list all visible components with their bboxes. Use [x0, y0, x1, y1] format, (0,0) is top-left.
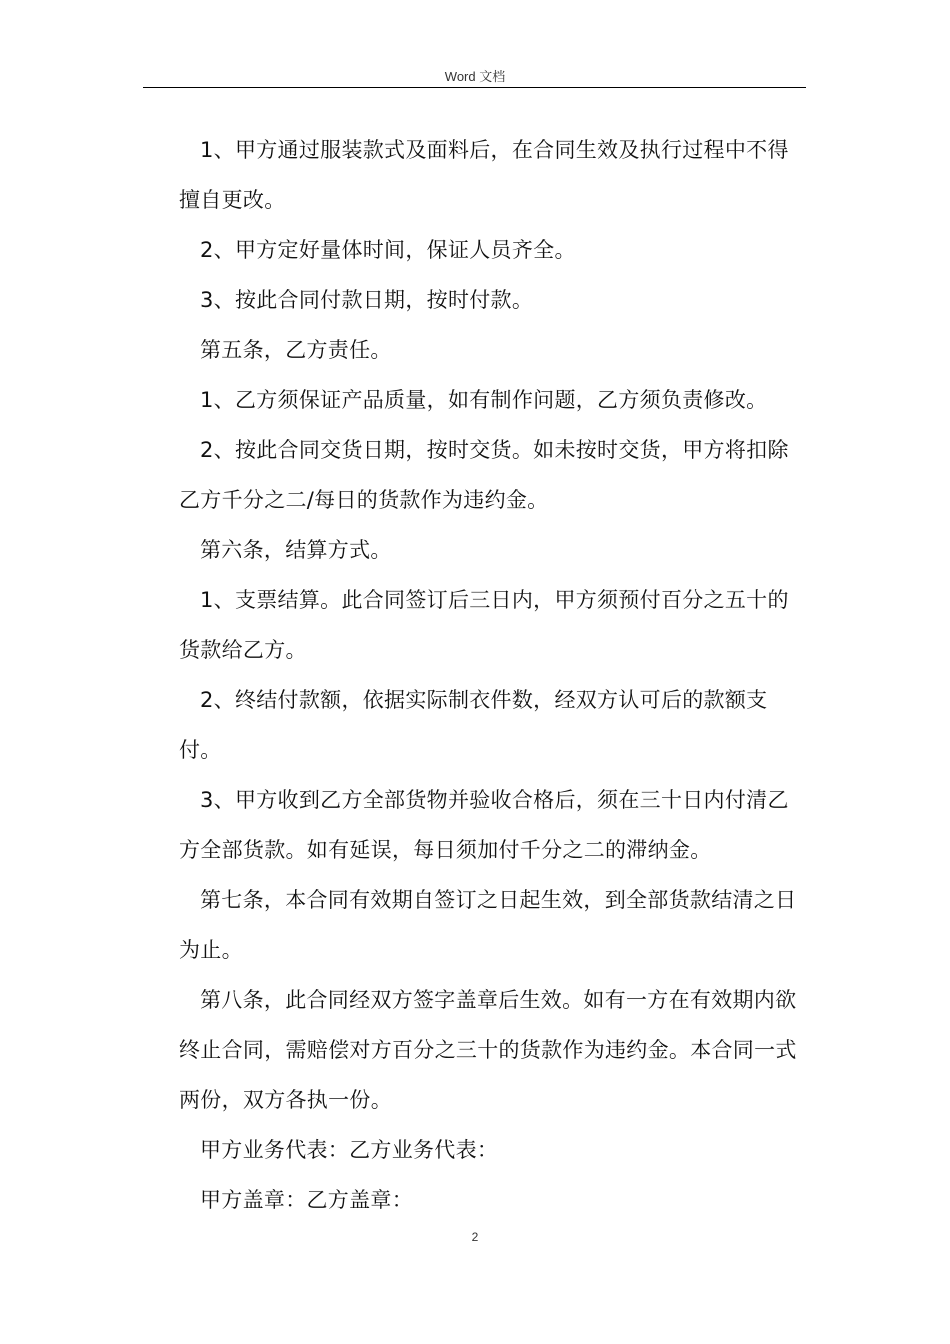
paragraph: 2、按此合同交货日期，按时交货。如未按时交货，甲方将扣除乙方千分之二/每日的货款作为违约金。 — [179, 438, 789, 512]
section-heading: 第五条，乙方责任。 — [200, 338, 392, 362]
paragraph: 1、支票结算。此合同签订后三日内，甲方须预付百分之五十的货款给乙方。 — [179, 588, 789, 662]
seal-line: 甲方盖章：乙方盖章： — [200, 1188, 413, 1212]
section-heading: 第六条，结算方式。 — [200, 538, 392, 562]
paragraph: 2、终结付款额，依据实际制衣件数，经双方认可后的款额支付。 — [179, 688, 768, 762]
signature-line: 甲方业务代表：乙方业务代表： — [200, 1138, 499, 1162]
header-title: Word 文档 — [444, 69, 506, 84]
header-rule — [143, 87, 806, 88]
page-number: 2 — [471, 1230, 479, 1244]
paragraph: 第八条，此合同经双方签字盖章后生效。如有一方在有效期内欲终止合同，需赔偿对方百分之三十的货款作为违约金。本合同一式两份，双方各执一份。 — [179, 988, 797, 1112]
paragraph: 1、乙方须保证产品质量，如有制作问题，乙方须负责修改。 — [200, 388, 768, 412]
paragraph: 3、甲方收到乙方全部货物并验收合格后，须在三十日内付清乙方全部货款。如有延误，每日须加付千分之二的滞纳金。 — [179, 788, 789, 862]
document-body — [179, 125, 805, 1225]
paragraph: 2、甲方定好量体时间，保证人员齐全。 — [200, 238, 576, 262]
paragraph: 3、按此合同付款日期，按时付款。 — [200, 288, 534, 312]
paragraph: 第七条，本合同有效期自签订之日起生效，到全部货款结清之日为止。 — [179, 888, 797, 962]
paragraph: 1、甲方通过服装款式及面料后，在合同生效及执行过程中不得擅自更改。 — [179, 138, 789, 212]
